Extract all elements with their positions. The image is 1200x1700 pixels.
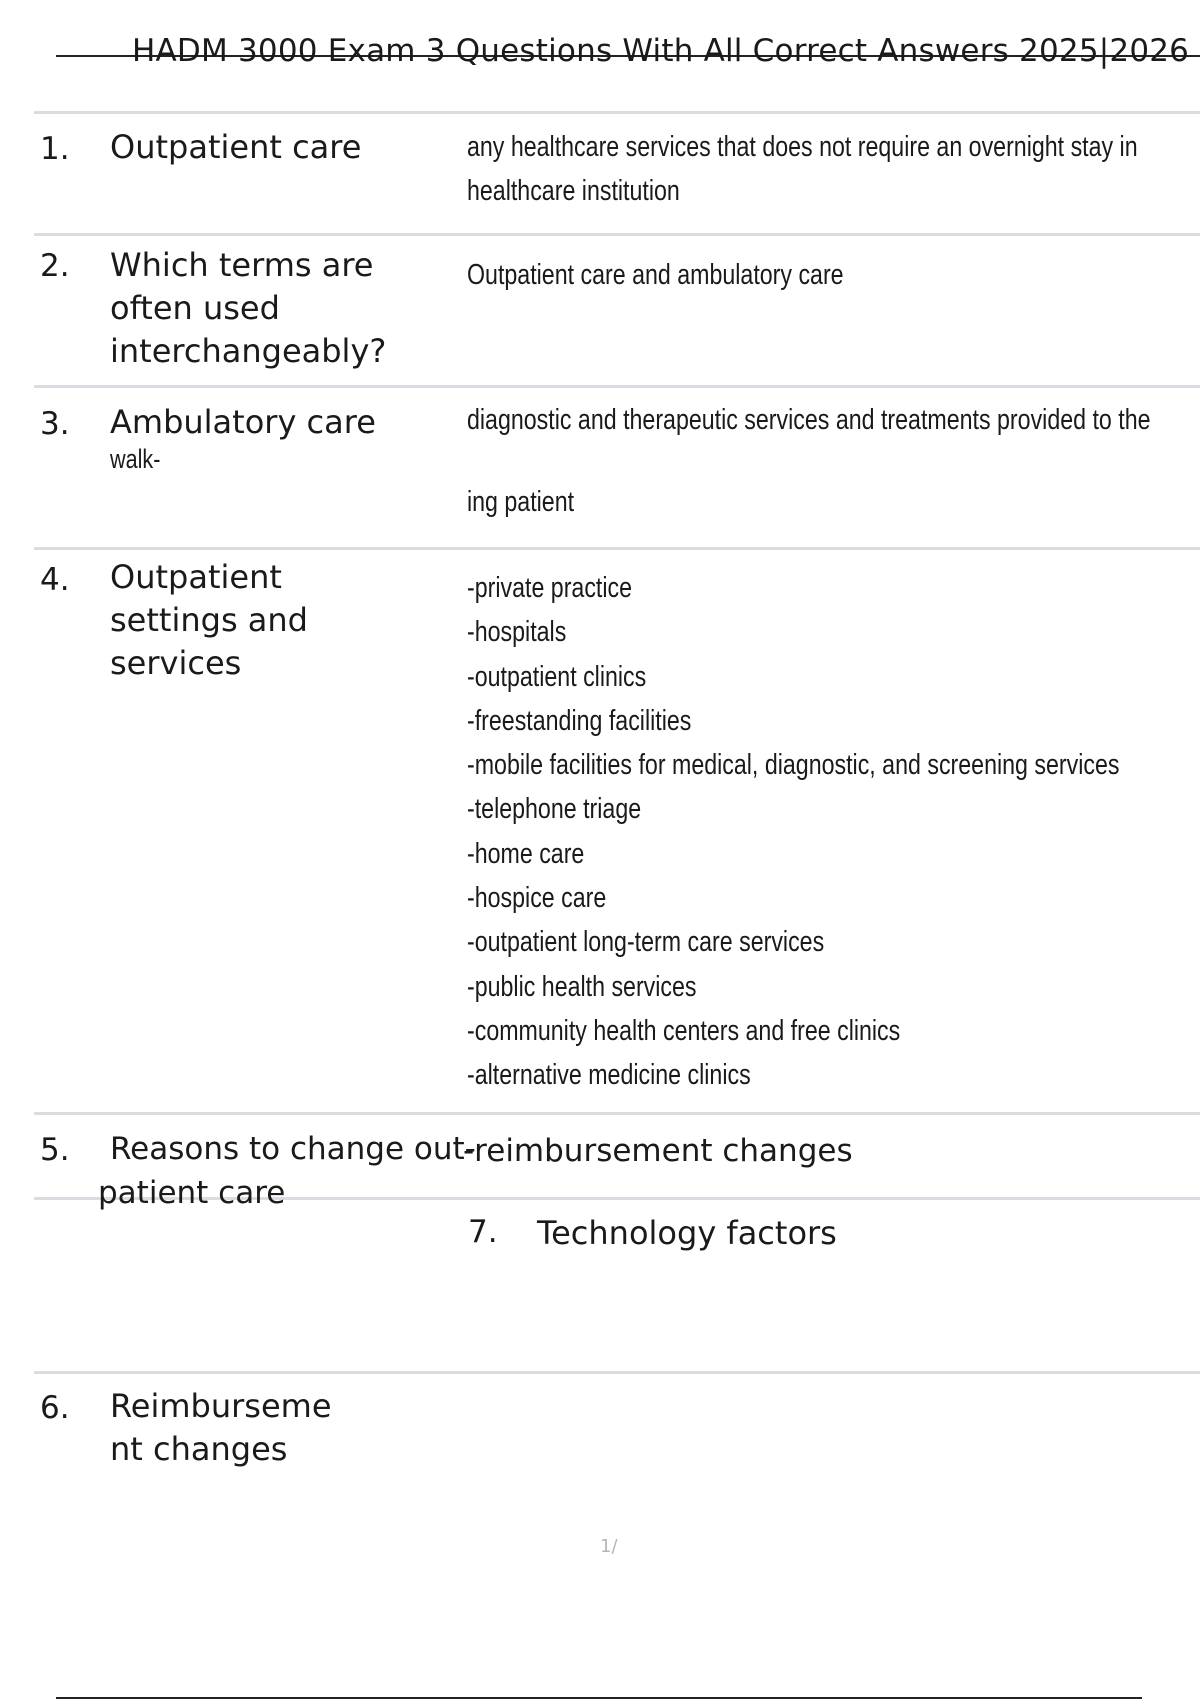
list-item: -private practice — [467, 572, 633, 604]
item-answer-line: any healthcare services that does not require an overnight stay in — [467, 131, 1138, 163]
list-item: -community health centers and free clinics — [467, 1014, 901, 1047]
item-term-line: settings and — [110, 601, 308, 639]
list-item: -hospitals — [467, 616, 567, 649]
item-term-line: Reimburseme — [110, 1387, 332, 1425]
item-answer-cont: ing patient — [467, 486, 575, 518]
item-answer: diagnostic and therapeutic services and treatments provided to the — [467, 404, 1151, 436]
item-term-line: services — [110, 644, 242, 682]
item-term-line: often used — [110, 289, 280, 327]
row-divider — [34, 1112, 1200, 1115]
list-item: -mobile facilities for medical, diagnostic, and screening services — [467, 749, 1120, 782]
item-number: 6. — [40, 1390, 70, 1426]
item-number: 2. — [40, 248, 70, 284]
row-divider — [34, 547, 1200, 550]
row-divider — [34, 233, 1200, 236]
list-item: -public health services — [467, 970, 697, 1003]
item-number: 4. — [40, 562, 70, 598]
list-item: -telephone triage — [467, 793, 642, 826]
item-number: 3. — [40, 406, 70, 442]
list-item: -home care — [467, 837, 585, 870]
list-item: -outpatient long-term care services — [467, 926, 825, 959]
row-divider — [34, 385, 1200, 388]
item-answer-line: healthcare institution — [467, 175, 680, 207]
item-answer: -reimbursement changes — [463, 1133, 853, 1169]
item-term: Technology factors — [537, 1214, 837, 1252]
list-item: -outpatient clinics — [467, 660, 647, 693]
item-term-line: Which terms are — [110, 246, 374, 284]
item-answer: Outpatient care and ambulatory care — [467, 259, 844, 291]
footer-rule — [56, 1697, 1142, 1699]
list-item: -hospice care — [467, 882, 607, 915]
item-term-line: Reasons to change out- — [110, 1131, 476, 1167]
item-term: Ambulatory care — [110, 403, 376, 441]
item-term-line: interchangeably? — [110, 332, 387, 370]
list-item: -freestanding facilities — [467, 704, 692, 737]
item-number: 7. — [468, 1214, 498, 1250]
row-divider — [34, 1371, 1200, 1374]
item-term-line: patient care — [98, 1175, 286, 1211]
item-term-sub: walk- — [110, 444, 161, 474]
item-number: 1. — [40, 131, 70, 167]
item-term-line: Outpatient — [110, 558, 282, 596]
list-item: -alternative medicine clinics — [467, 1059, 751, 1092]
item-answer-list — [467, 566, 1119, 1098]
document-title: HADM 3000 Exam 3 Questions With All Correct Answers 2025|2026 — [132, 33, 1190, 69]
item-term-line: nt changes — [110, 1430, 288, 1468]
page-number: 1/ — [600, 1536, 618, 1557]
item-term: Outpatient care — [110, 128, 362, 166]
item-number: 5. — [40, 1132, 70, 1168]
row-divider — [34, 111, 1200, 114]
